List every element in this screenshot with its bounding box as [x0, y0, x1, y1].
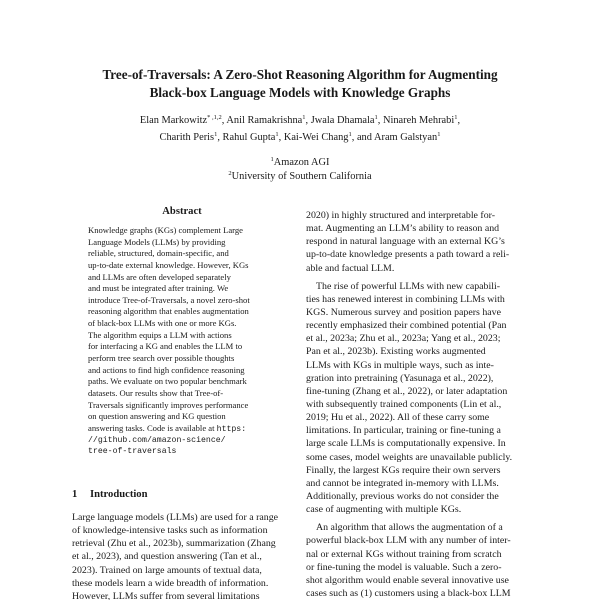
body-line: However, LLMs suffer from several limitations — [72, 590, 260, 600]
author-affil-mark: * ,1,2 — [207, 114, 222, 121]
body-line: respond in natural language with an external KG’s — [306, 236, 505, 248]
affiliation — [40, 170, 560, 184]
paper-title — [40, 66, 560, 102]
abstract-heading: Abstract — [162, 206, 202, 217]
body-line: et al., 2023), and question answering (Tan et al., — [72, 551, 262, 563]
abstract-line: Language Models (LLMs) by providing — [88, 236, 226, 247]
abstract-line: Traversals significantly improves performance — [88, 399, 249, 410]
body-line: Finally, the largest KGs require their own servers — [306, 464, 501, 476]
body-line: able and factual LLM. — [306, 262, 395, 274]
abstract-line: datasets. Our results show that Tree-of- — [88, 387, 224, 398]
author-name: Aram Galstyan — [373, 132, 438, 143]
affiliation-list — [40, 156, 560, 184]
section-number: 1 — [72, 489, 78, 500]
body-line: 2020) in highly structured and interpretable for- — [306, 210, 496, 221]
affiliation-mark: 2 — [228, 170, 232, 177]
body-line: nal or external KGs without training from scratch — [306, 548, 502, 560]
author-affil-mark: 1 — [374, 114, 378, 121]
abstract-line: paths. We evaluate on two popular benchmark — [88, 376, 247, 387]
author-list — [40, 112, 560, 146]
abstract-line — [88, 423, 276, 435]
author-affil-mark: 1 — [302, 114, 306, 121]
author-conjunction: and — [356, 132, 372, 143]
abstract-line: The algorithm equips a LLM with actions — [88, 329, 232, 340]
author-name: Kai-Wei Chang — [283, 132, 349, 143]
abstract-line: Knowledge graphs (KGs) complement Large — [88, 225, 243, 235]
author-name: Anil Ramakrishna — [226, 115, 303, 126]
body-line: Pan et al., 2023b). Existing works augmented — [306, 346, 486, 358]
body-line: of knowledge-intensive tasks such as information — [72, 525, 268, 537]
body-line: mat. Augmenting an LLM’s ability to reason and — [306, 223, 500, 235]
author-affil-mark: 1 — [454, 114, 458, 121]
abstract-line: of black-box LLMs with one or more KGs. — [88, 318, 237, 329]
author-name: Elan Markowitz — [139, 115, 208, 126]
intro-paragraph — [72, 511, 294, 600]
affiliation-name: Amazon AGI — [273, 157, 330, 168]
author-name: Charith Peris — [159, 132, 215, 143]
body-line: et al., 2023a; Zhu et al., 2023a; Yang et al., 2023; — [306, 333, 501, 345]
affiliation-name: University of Southern California — [231, 171, 372, 182]
abstract-line: for interfacing a KG and enables the LLM to — [88, 341, 243, 352]
right-column — [306, 209, 530, 600]
code-link-prefix[interactable]: https: — [216, 424, 247, 434]
body-line: these models learn a wide breadth of information. — [72, 577, 269, 589]
body-line: LLMs with KGs in multiple ways, such as inte- — [306, 359, 494, 371]
abstract-line: and LLMs are often developed separately — [88, 271, 231, 282]
section-title: Introduction — [90, 489, 148, 500]
body-line: with subsequently trained components (Lin et al., — [306, 398, 502, 410]
body-line: or fine-tuning the model is valuable. Such a zero- — [306, 561, 502, 573]
body-line: An algorithm that allows the augmentation of a — [316, 522, 503, 534]
abstract-line: up-to-date external knowledge. However, KGs — [88, 259, 249, 270]
authors-line-1: Elan Markowitz$^{* ,1,2}$, Anil Ramakrishna$^1$, Jwala Dhamala$^1$, Ninareh Mehrabi$^1$, — [139, 114, 461, 126]
title-line-1: Tree-of-Traversals: A Zero-Shot Reasoning Algorithm for Augmenting — [102, 67, 498, 82]
body-line: The rise of powerful LLMs with new capabili- — [316, 280, 501, 292]
section-heading — [72, 489, 292, 500]
code-link[interactable]: //github.com/amazon-science/ — [88, 435, 226, 445]
affiliation-mark: 1 — [270, 156, 274, 163]
body-line: cases such as (1) customers using a black-box LLM — [306, 587, 511, 599]
body-line: gration into pretraining (Yasunaga et al., 2022), — [306, 372, 494, 384]
abstract-line: on question answering and KG question — [88, 411, 226, 422]
body-line: Large language models (LLMs) are used for a range — [72, 512, 279, 523]
body-line: fine-tuning (Zhang et al., 2022), or later adaptation — [306, 385, 508, 397]
body-line: retrieval (Zhu et al., 2023b), summarization (Zhang — [72, 538, 276, 550]
body-line: ties has renewed interest in combining LLMs with — [306, 293, 505, 305]
abstract-line: reliable, structured, domain-specific, and — [88, 248, 229, 259]
author-affil-mark: 1 — [214, 131, 218, 138]
abstract-line: introduce Tree-of-Traversals, a novel zero-shot — [88, 294, 250, 305]
body-line: 2019; Hu et al., 2022). All of these carry some — [306, 412, 490, 424]
abstract-line-text: answering tasks. Code is available at — [88, 422, 215, 433]
body-line: large scale LLMs is computationally expensive. In — [306, 438, 506, 450]
abstract-line: reasoning algorithm that enables augmentation — [88, 306, 249, 317]
body-line: KGS. Numerous survey and position papers have — [306, 306, 501, 318]
abstract-line: and must be integrated after training. We — [88, 283, 229, 294]
authors-line-2: Charith Peris$^1$, Rahul Gupta$^1$, Kai-Wei Chang$^1$, and Aram Galstyan$^1$ — [159, 131, 441, 143]
abstract-body — [88, 225, 276, 458]
body-line: powerful black-box LLM with any number of inter- — [306, 535, 511, 547]
author-affil-mark: 1 — [348, 131, 352, 138]
author-affil-mark: 1 — [437, 131, 441, 138]
body-line: recently emphasized their combined potential (Pan — [306, 320, 507, 332]
code-link[interactable]: tree-of-traversals — [88, 447, 177, 457]
title-line-2: Black-box Language Models with Knowledge Graphs — [149, 85, 451, 100]
body-line: shot algorithm would enable several innovative use — [306, 574, 509, 586]
body-line: case of augmenting with multiple KGs. — [306, 504, 462, 516]
author-name: Ninareh Mehrabi — [382, 115, 455, 126]
body-line: 2023). Trained on large amounts of textual data, — [72, 564, 262, 576]
body-line: limitations. In particular, training or fine-tuning a — [306, 425, 501, 437]
abstract-line: perform tree search over possible thoughts — [88, 353, 235, 364]
body-line: Additionally, previous works do not consider the — [306, 490, 499, 502]
author-affil-mark: 1 — [275, 131, 279, 138]
author-name: Rahul Gupta — [222, 132, 276, 143]
body-line: and cannot be integrated in-memory with LLMs. — [306, 477, 499, 489]
body-line: up-to-date knowledge presents a path toward a reli- — [306, 249, 510, 261]
affiliation — [40, 156, 560, 170]
abstract-line: and actions to find high confidence reasoning — [88, 364, 245, 375]
author-name: Jwala Dhamala — [310, 115, 375, 126]
body-line: some cases, model weights are unavailable publicly. — [306, 451, 513, 463]
